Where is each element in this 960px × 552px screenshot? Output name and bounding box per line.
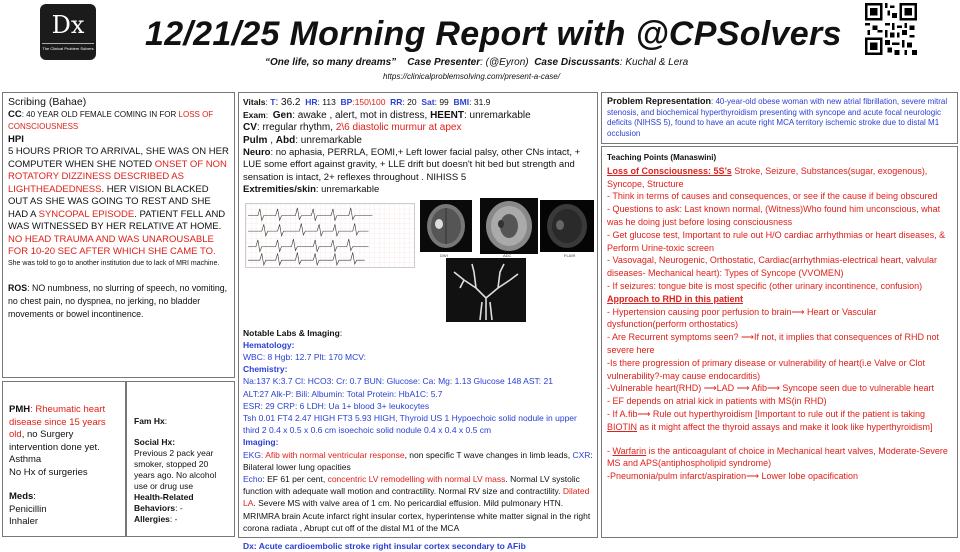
- mri-flair-image: [540, 200, 594, 252]
- meds-heading: Meds:: [9, 491, 36, 502]
- teaching-heading: Teaching Points (Manaswini): [607, 153, 717, 162]
- teaching-point: - If seizures: tongue bite is most specific (other urinary incontinence, confusion): [607, 280, 923, 291]
- teaching-point: - Get glucose test, Important to rule out H/O cardiac arrhythmias or heart diseases, & Perform Urine-toxic screen: [607, 229, 946, 253]
- pmh-surgery: No Hx of surgeries: [9, 466, 88, 478]
- discussants-label: Case Discussants: [534, 57, 620, 68]
- presenter: : (@Eyron): [480, 57, 529, 68]
- teaching-point: - Think in terms of causes and consequences, or see if the cause if being obscured: [607, 191, 938, 202]
- problem-representation: [601, 92, 958, 144]
- logo-subtitle: The Clinical Problem Solvers: [42, 43, 93, 51]
- teaching-point: - Hypertension causing poor perfusion to brain⟶ Heart or Vascular dysfunction(perform orthostatics): [607, 306, 877, 330]
- vitals: Vitals: T: 36.2 HR: 113 BP:150\100 RR: 20 Sat: 99 BMI: 31.9: [243, 97, 491, 108]
- ros: ROS: NO numbness, no slurring of speech, no vomiting, no chest pain, no dyspnea, no jerking, no bladder movements or bowel incontinence.: [8, 282, 228, 319]
- mri-adc-image: [480, 198, 538, 254]
- discussants: : Kuchal & Lera: [619, 57, 689, 68]
- presenter-label: Case Presenter: [407, 57, 481, 68]
- echo: Echo: EF 61 per cent, concentric LV remodelling with normal LV mass. Normal LV systolic function with adequate wall motion and contractility. Normal RV size and contractility. Dilated LA. Severe MS with valve area of 1 cm. No pericardial effusion. Mild pulmonary HTN.: [243, 473, 590, 509]
- teaching-point: -Pneumonia/pulm infarct/aspiration⟶ Lower lobe opacification: [607, 471, 859, 482]
- hpi-text: 5 HOURS PRIOR TO ARRIVAL, SHE WAS ON HER COMPUTER WHEN SHE NOTED ONSET OF NON ROTATORY DIZZINESS DESCRIBED AS LIGHTHEADEDNESS. HER VISION BLACKED OUT AS SHE WAS GOING TO REST AND SHE HAD A SYNCOPAL EPISODE. PATIENT FELL AND WAS WITNESSED BY HER RELATIVE AT HOME. NO HEAD TRAUMA AND WAS UNAROUSABLE FOR 10-20 SEC AFTER WHICH SHE CAME TO.: [8, 146, 229, 257]
- logo-text: Dx: [51, 11, 85, 39]
- teaching-points: [601, 146, 958, 538]
- hpi-heading: HPI: [8, 133, 24, 145]
- qr-code-icon[interactable]: [865, 3, 917, 55]
- exam-pulm-abd: Pulm , Abd: unremarkable: [243, 134, 362, 146]
- exam-cv: CV: rregular rhythm, 2\6 diastolic murmur at apex: [243, 122, 462, 134]
- dx-logo: [40, 4, 96, 60]
- teaching-point: - Vasovagal, Neurogenic, Orthostatic, Cardiac(arrhythmias-electrical heart, valvular diseases- Mechanical heart): Types of Syncope (VVOMEN): [607, 255, 937, 279]
- ecg-image: [245, 203, 415, 268]
- teaching-loc: Loss of Consciousness: 5S’s Stroke, Seizure, Substances(sugar, exogenous), Syncope, Structure: [607, 165, 928, 189]
- chief-complaint: CC: 40 YEAR OLD FEMALE COMING IN FOR LOSS OF CONSCIOUSNESS: [8, 108, 214, 131]
- hpi-note: She was told to go to another institution due to lack of MRI machine.: [8, 259, 220, 267]
- mri: MRI\MRA brain Acute infarct right insular cortex, hyperintense white matter signal in the right corona radiata , Abrupt cut off of the distal M1 of the MCA: [243, 510, 591, 533]
- ekg-cxr: EKG: Afib with normal ventricular response, non specific T wave changes in limb leads, CXR: Bilateral lower lung opacities: [243, 449, 593, 472]
- teaching-point: -Vulnerable heart(RHD) ⟶LAD ⟶ Afib⟶ Syncope seen due to vulnerable heart: [607, 383, 935, 394]
- social-panel: [126, 381, 235, 537]
- thyroid-row: Tsh 0.01 FT4 2.47 HIGH FT3 5.93 HIGH, Thyroid US 1 Hypoechoic solid nodule in upper third 2 0.4 x 0.5 x 0.6 cm isoechoic solid nodule 0.4 x 0.4 x 0.5 cm: [243, 412, 577, 436]
- family-history: Fam Hx:: [134, 416, 168, 426]
- teaching-point: - Questions to ask: Last known normal, (Witness)Who found him unconscious, what was he doing just before losing consciousness: [607, 204, 941, 227]
- labs-heading: Notable Labs & Imaging:: [243, 327, 343, 338]
- exam-extremities: Extremities/skin: unremarkable: [243, 184, 380, 196]
- mri-caption: DWI: [440, 253, 448, 258]
- teaching-rhd-heading: Approach to RHD in this patient: [607, 293, 743, 304]
- allergies: Allergies: -: [134, 514, 178, 524]
- chemistry-row: ESR: 29 CRP: 6 LDH: Ua 1+ blood 3+ leukocytes: [243, 400, 430, 411]
- social-heading: Social Hx:: [134, 437, 176, 447]
- final-diagnosis: Dx: Acute cardioembolic stroke right insular cortex secondary to AFib: [243, 540, 526, 551]
- health-behaviors: Health-Related Behaviors: -: [134, 492, 194, 513]
- mri-caption: ADC: [503, 253, 512, 258]
- scribe-heading: Scribing (Bahae): [8, 96, 87, 108]
- hematology-heading: Hematology:: [243, 339, 295, 350]
- exam-general: Exam: Gen: awake , alert, mot in distress, HEENT: unremarkable: [243, 110, 531, 122]
- pmh-asthma: Asthma: [9, 454, 42, 465]
- chemistry-heading: Chemistry:: [243, 364, 288, 375]
- chemistry-row: Na:137 K:3.7 Cl: HCO3: Cr: 0.7 BUN: Glucose: Ca: Mg: 1.13 Glucose 148 AST: 21: [243, 376, 553, 387]
- hpi-panel: [2, 92, 235, 378]
- med-item: Inhaler: [9, 516, 39, 527]
- social-history: Previous 2 pack year smoker, stopped 20 years ago. No alcohol use or drug use: [134, 448, 217, 491]
- teaching-point-afib: - If A.fib⟶ Rule out hyperthyroidism [Important to rule out if the patient is taking BIOTIN as it might affect the thyroid assays and make it look like hyperthyroidism]: [607, 408, 933, 432]
- imaging-heading: Imaging:: [243, 437, 279, 448]
- teaching-point: - EF depends on atrial kick in patients with MS(in RHD): [607, 396, 827, 407]
- hematology-values: WBC: 8 Hgb: 12.7 Plt: 170 MCV:: [243, 351, 366, 362]
- exam-neuro: Neuro: no aphasia, PERRLA, EOMI,+ Left lower facial palsy, other CNs intact, + LUE some effort against gravity, + LLE drift but doesn't hit bed but strength and sensation is intact, 2+ reflexes throughout . NIHISS 5: [243, 146, 581, 183]
- header-subline: [265, 57, 688, 68]
- page-title: 12/21/25 Morning Report with @CPSolvers: [145, 15, 842, 53]
- problem-representation-text: Problem Representation: 40-year-old obese woman with new atrial fibrillation, severe mitral stenosis, and biochemical hyperthyroidism presenting with syncope and acute focal neurologic deficits (NIHSS 5), found to have an acute right MCA territory ischemic stroke due to distal M1 occlusion: [607, 96, 948, 138]
- med-item: Penicillin: [9, 503, 47, 515]
- mri-dwi-image: [420, 200, 472, 252]
- tagline: “One life, so many dreams”: [265, 57, 397, 68]
- mri-caption: FLAIR: [564, 253, 576, 258]
- pmh-panel: [2, 381, 126, 537]
- teaching-point: -Is there progression of primary disease or vulnerability of heart(i.e Valve or Clot vulnerability?-may cause endocarditis): [607, 357, 925, 381]
- exam-labs-panel: [238, 92, 598, 551]
- url-link[interactable]: https://clinicalproblemsolving.com/present-a-case/: [383, 72, 560, 81]
- teaching-point-warfarin: - Warfarin is the anticoagulant of choice in Mechanical heart valves, Moderate-Severe MS and APS(antiphospholipid syndrome): [607, 445, 948, 469]
- chemistry-row: ALT:27 Alk-P: Bili: Albumin: Total Protein: HbA1C: 5.7: [243, 388, 443, 399]
- teaching-point: - Are Recurrent symptoms seen? ⟶If not, it implies that consequences of RHD not severe here: [607, 332, 940, 355]
- mra-image: [446, 258, 526, 322]
- pmh: PMH: Rheumatic heart disease since 15 years old, no Surgery intervention done yet.: [9, 404, 106, 453]
